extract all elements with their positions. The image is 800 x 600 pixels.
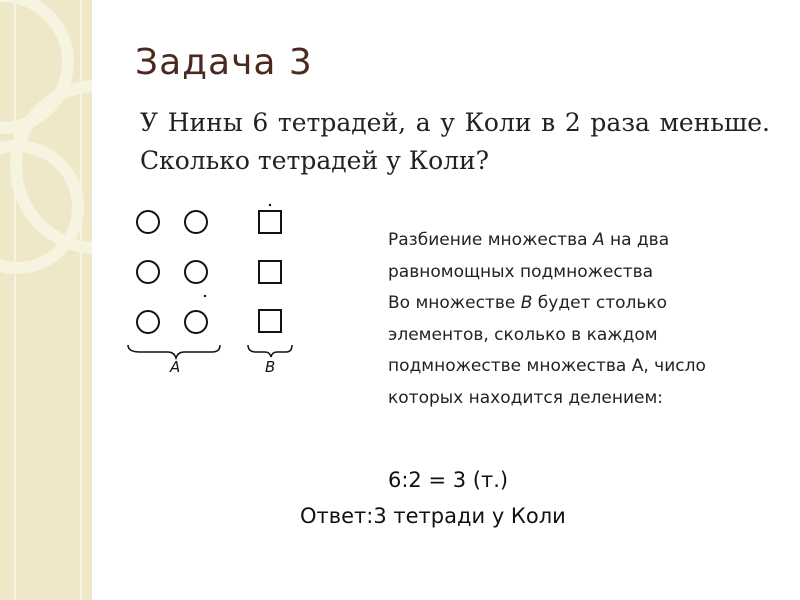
set-a-element [137,211,159,233]
set-a-brace [128,345,220,358]
set-b-element [259,310,281,332]
set-a-circles [137,211,207,333]
set-b-squares [259,211,281,332]
explanation-line-2: Во множестве В будет столько элементов, сколько в каждом подмножестве множества А, число которых находится делением: [388,293,706,408]
set-a-element [185,311,207,333]
set-b-label: B [265,358,276,376]
slide-title: Задача 3 [135,42,313,83]
explanation-line-1: Разбиение множества А на два равномощных подмножества [388,230,670,282]
set-b-element [259,211,281,233]
sets-diagram [120,195,300,380]
explanation-text [388,225,768,414]
set-a-element [137,261,159,283]
set-a-element [137,311,159,333]
answer-text: Ответ:3 тетради у Коли [300,504,566,528]
calculation: 6:2 = 3 (т.) [388,468,509,492]
set-b-element [259,261,281,283]
set-a-element [185,261,207,283]
set-a-label: A [170,358,181,376]
set-a-element [185,211,207,233]
decorative-sidebar [0,0,92,600]
problem-text: У Нины 6 тетрадей, а у Коли в 2 раза меньше. Сколько тетрадей у Коли? [140,108,770,175]
set-b-brace [248,345,292,357]
